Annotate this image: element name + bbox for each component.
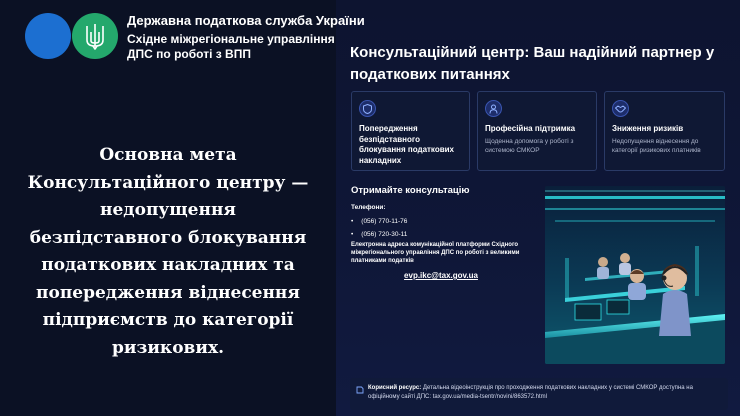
handshake-icon	[612, 100, 629, 117]
mission-statement: Основна мета Консультаційного центру — недопущення безпідставного блокування податкових накладних та попередження віднесення підприємств до категорії ризикових.	[27, 145, 309, 358]
document-icon	[356, 386, 364, 398]
resource-label: Корисний ресурс:	[368, 385, 422, 391]
department-name: Східне міжрегіональне управління ДПС по роботі з ВПП	[127, 32, 335, 61]
card-blocking-prevention	[351, 91, 470, 171]
card-risk-reduction	[604, 91, 725, 171]
card-title: Професійна підтримка	[485, 124, 576, 133]
card-description: Недопущення віднесення до категорії ризикових платників	[612, 137, 701, 154]
tryzub-emblem-icon	[72, 13, 118, 59]
consultation-center-title: Консультаційний центр: Ваш надійний партнер у податкових питаннях	[350, 44, 715, 83]
phone-list	[351, 215, 407, 241]
shield-icon	[359, 100, 376, 117]
card-title: Попередження безпідставного блокування податкових накладних	[359, 124, 455, 165]
user-icon	[485, 100, 502, 117]
call-center-operators-photo	[545, 186, 725, 364]
phones-label: Телефони:	[351, 204, 386, 211]
dps-logo-blue	[25, 13, 71, 59]
useful-resource-note	[350, 378, 728, 410]
get-consultation-title: Отримайте консультацію	[351, 185, 470, 196]
email-label: Електронна адреса комунікаційної платформи Східного міжрегіонального управління ДПС по роботі з великими платниками податків	[351, 242, 520, 264]
card-professional-support	[477, 91, 597, 171]
card-title: Зниження ризиків	[612, 124, 684, 133]
resource-text[interactable]: Детальна відеоінструкція про проходження податкових накладних у системі СМКОР доступна на офіційному сайті ДПС: tax.gov.ua/media-tsentr/novini/863572.html	[368, 385, 693, 400]
card-description: Щоденна допомога у роботі з системою СМКОР	[485, 137, 574, 154]
email-link[interactable]: evp.ikc@tax.gov.ua	[404, 271, 478, 280]
phone-number[interactable]: • (056) 770-11-76	[351, 215, 407, 228]
org-title: Державна податкова служба України	[127, 13, 365, 28]
phone-number[interactable]: • (056) 720-30-11	[351, 228, 407, 241]
